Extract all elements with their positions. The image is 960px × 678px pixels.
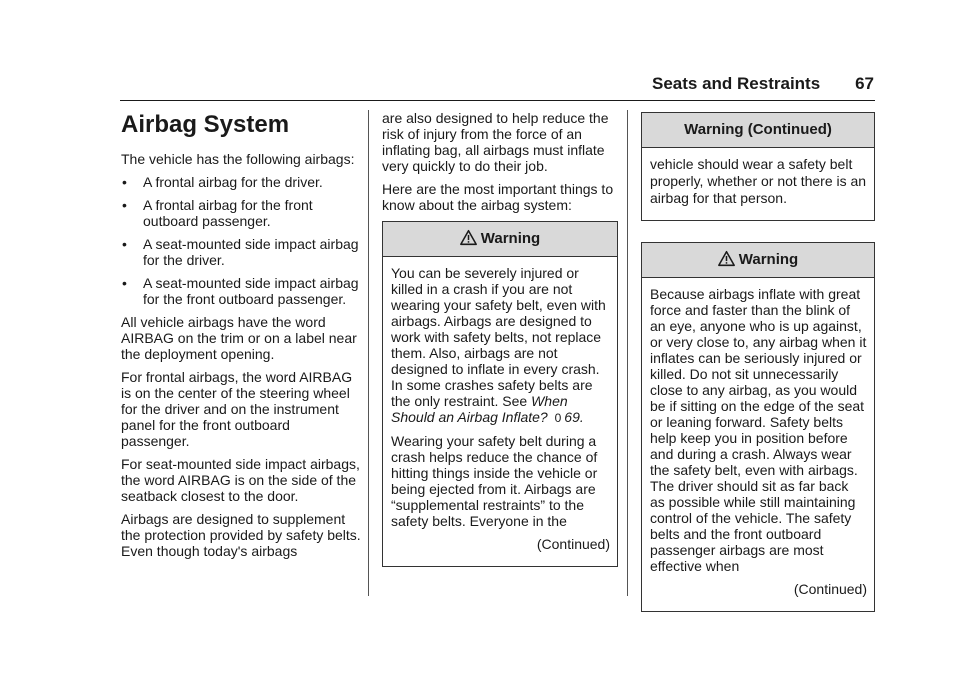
- column-2: [382, 110, 618, 567]
- warning-paragraph: vehicle should wear a safety belt properly, whether or not there is an airbag for that person.: [650, 156, 867, 206]
- paragraph: are also designed to help reduce the risk of injury from the force of an inflating bag, all airbags must inflate very quickly to do their job.: [382, 110, 609, 174]
- warning-heading-text: Warning: [480, 230, 541, 247]
- column-3: [641, 112, 875, 612]
- warning-continued-box: [641, 112, 875, 221]
- airbag-list: [121, 174, 361, 307]
- warning-heading: [383, 222, 617, 257]
- column-divider: [368, 110, 369, 596]
- paragraph: All vehicle airbags have the word AIRBAG on the trim or on a label near the deployment opening.: [121, 314, 357, 362]
- warning-paragraph: Wearing your safety belt during a crash helps reduce the chance of hitting things inside the vehicle or being ejected from it. Airbags are “supplemental restraints” to the safety belts. Everyone in the: [391, 433, 598, 529]
- paragraph: For seat-mounted side impact airbags, the word AIRBAG is on the side of the seatback closest to the door.: [121, 456, 360, 504]
- list-item: • A frontal airbag for the driver.: [121, 174, 361, 190]
- warning-box: [382, 221, 618, 567]
- page-header: [652, 72, 874, 96]
- column-1: [121, 110, 361, 566]
- page-title: Airbag System: [121, 111, 290, 138]
- paragraph: For frontal airbags, the word AIRBAG is on the center of the steering wheel for the driver and on the instrument panel for the front outboard passenger.: [121, 369, 353, 449]
- continued-label: (Continued): [793, 581, 867, 597]
- warning-heading-text: Warning: [738, 251, 799, 268]
- page-ref-arrow-icon: 0: [554, 411, 562, 425]
- warning-paragraph: Because airbags inflate with great force and faster than the blink of an eye, anyone who is up against, or very close to, any airbag when it inflates can be seriously injured or killed. Do not sit unnecessarily close to any airbag, as you would be if sitting on the edge of the seat or leaning forward. Safety belts help keep you in position before and during a crash. Always wear the safety belt, even with airbags. The driver should sit as far back as possible while still maintaining control of the vehicle. The safety belts and the front outboard passenger airbags are most effective when: [650, 286, 867, 574]
- continued-label: (Continued): [536, 536, 610, 552]
- warning-icon: [460, 229, 477, 246]
- list-item: • A seat-mounted side impact airbag for the front outboard passenger.: [121, 275, 361, 307]
- intro-paragraph: The vehicle has the following airbags:: [121, 151, 355, 167]
- warning-body: [383, 257, 617, 566]
- warning-continued-body: [642, 148, 874, 220]
- warning-box: [641, 242, 875, 612]
- cross-reference-link[interactable]: When Should an Airbag Inflate?: [391, 393, 568, 425]
- warning-body: [642, 278, 874, 611]
- paragraph: Airbags are designed to supplement the protection provided by safety belts. Even though today's airbags: [121, 511, 361, 559]
- paragraph: Here are the most important things to know about the airbag system:: [382, 181, 614, 213]
- warning-text: You can be severely injured or killed in a crash if you are not wearing your safety belt, even with airbags. Airbags are designed to work with safety belts, not replace them. Also, airbags are not designed to inflate in every crash. In some crashes safety belts are the only restraint. See: [391, 265, 606, 409]
- warning-heading: [642, 243, 874, 278]
- warning-icon: [718, 250, 735, 267]
- section-title: Seats and Restraints: [652, 74, 821, 93]
- list-item: • A frontal airbag for the front outboard passenger.: [121, 197, 361, 229]
- warning-paragraph: [391, 265, 610, 426]
- page-number: 67: [855, 74, 874, 93]
- cross-reference-page[interactable]: 69.: [564, 409, 584, 425]
- warning-continued-heading: Warning (Continued): [642, 113, 874, 148]
- list-item: • A seat-mounted side impact airbag for the driver.: [121, 236, 361, 268]
- column-divider: [627, 110, 628, 596]
- header-rule: [120, 100, 875, 101]
